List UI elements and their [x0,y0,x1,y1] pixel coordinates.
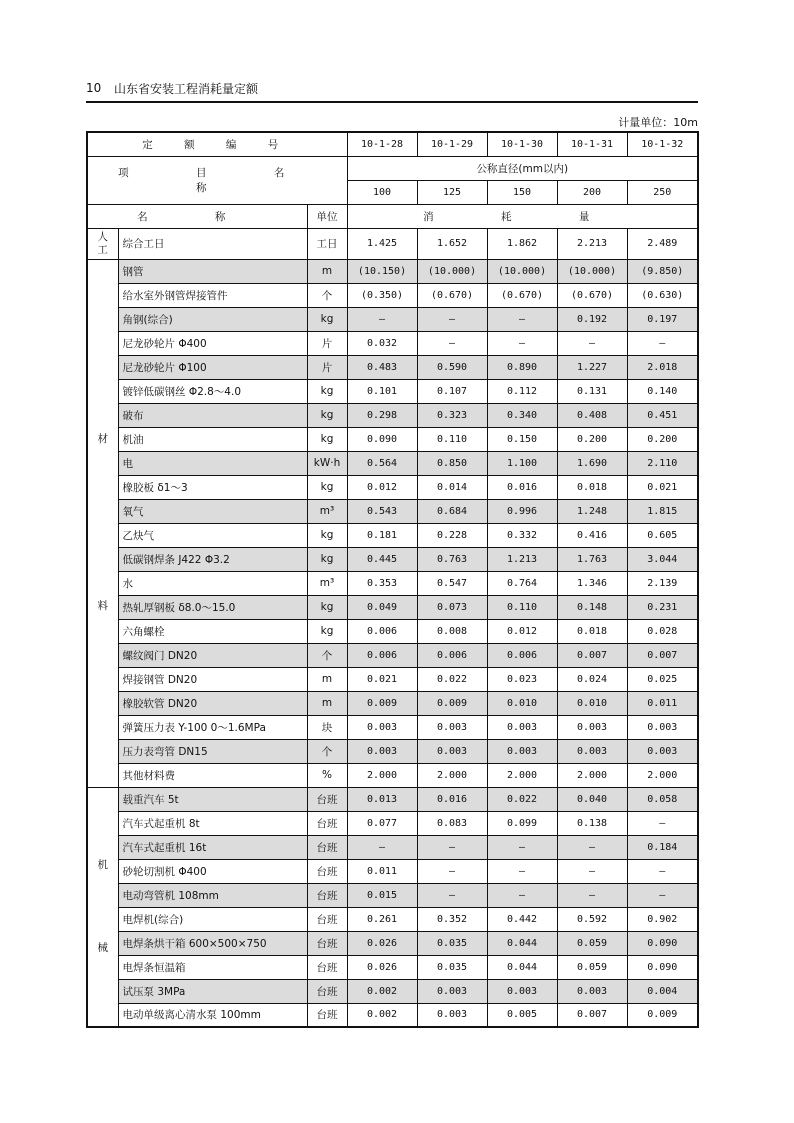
value-cell: 0.002 [347,979,417,1003]
value-cell: 0.261 [347,907,417,931]
item-unit: 工日 [307,228,347,259]
item-name-label: 项 目 名 称 [87,156,347,204]
item-unit: 台班 [307,979,347,1003]
item-name: 载重汽车 5t [118,787,307,811]
item-name: 镀锌低碳钢丝 Φ2.8～4.0 [118,379,307,403]
item-name: 螺纹阀门 DN20 [118,643,307,667]
value-cell: 0.003 [487,739,557,763]
quota-table-body [87,228,698,1027]
table-row [87,379,698,403]
item-name: 水 [118,571,307,595]
value-cell: 0.003 [347,715,417,739]
value-cell: 1.100 [487,451,557,475]
item-unit: m³ [307,499,347,523]
value-cell: 1.815 [627,499,698,523]
table-row [87,739,698,763]
value-cell: 0.007 [557,643,627,667]
group-label-char: 机 [97,859,108,872]
item-name: 压力表弯管 DN15 [118,739,307,763]
diameter-cell: 150 [487,180,557,204]
value-cell: 0.009 [627,1003,698,1027]
code-cell: 10-1-29 [417,132,487,156]
value-cell: 0.004 [627,979,698,1003]
value-cell: 0.044 [487,931,557,955]
page-header [86,76,698,100]
item-unit: % [307,763,347,787]
value-cell: 0.040 [557,787,627,811]
value-cell: 1.652 [417,228,487,259]
item-name: 汽车式起重机 8t [118,811,307,835]
group-label-char: 材 [97,433,108,446]
value-cell: (0.670) [417,283,487,307]
consumption-column-header: 消 耗 量 [347,204,698,228]
value-cell: 2.489 [627,228,698,259]
group-label-char: 料 [97,600,108,612]
item-name: 综合工日 [118,228,307,259]
item-name: 尼龙砂轮片 Φ400 [118,331,307,355]
value-cell: — [557,883,627,907]
item-unit: kg [307,403,347,427]
item-name: 破布 [118,403,307,427]
value-cell: 0.090 [627,955,698,979]
value-cell: — [487,331,557,355]
table-row [87,355,698,379]
value-cell: — [417,307,487,331]
item-unit: 台班 [307,955,347,979]
value-cell: 0.684 [417,499,487,523]
value-cell: 1.248 [557,499,627,523]
value-cell: — [487,859,557,883]
value-cell: 0.021 [627,475,698,499]
item-name: 橡胶软管 DN20 [118,691,307,715]
value-cell: 2.000 [487,763,557,787]
value-cell: 0.483 [347,355,417,379]
value-cell: 0.044 [487,955,557,979]
group-label-char: 工 [97,243,108,256]
table-row [87,595,698,619]
table-row [87,955,698,979]
value-cell: 0.110 [487,595,557,619]
item-name: 电焊条恒温箱 [118,955,307,979]
value-cell: 0.021 [347,667,417,691]
value-cell: 3.044 [627,547,698,571]
item-unit: 台班 [307,859,347,883]
value-cell: 0.011 [627,691,698,715]
value-cell: 0.010 [557,691,627,715]
value-cell: 0.003 [487,715,557,739]
item-unit: 台班 [307,931,347,955]
value-cell: — [627,331,698,355]
item-unit: 台班 [307,1003,347,1027]
item-name: 橡胶板 δ1～3 [118,475,307,499]
group-label [87,228,118,259]
item-name: 钢管 [118,259,307,283]
table-row [87,259,698,283]
value-cell: — [627,883,698,907]
item-unit: kg [307,523,347,547]
item-name: 角钢(综合) [118,307,307,331]
value-cell: 0.099 [487,811,557,835]
value-cell: 0.763 [417,547,487,571]
table-row [87,619,698,643]
diameter-cell: 200 [557,180,627,204]
value-cell: 0.006 [417,643,487,667]
item-unit: 个 [307,283,347,307]
value-cell: — [487,883,557,907]
item-name: 给水室外钢管焊接管件 [118,283,307,307]
value-cell: (9.850) [627,259,698,283]
page-number: 10 [86,81,102,95]
table-row [87,1003,698,1027]
value-cell: — [347,307,417,331]
group-label [87,259,118,787]
item-name: 尼龙砂轮片 Φ100 [118,355,307,379]
table-row [87,403,698,427]
value-cell: 0.003 [627,715,698,739]
value-cell: 0.150 [487,427,557,451]
value-cell: — [627,811,698,835]
value-cell: 0.006 [347,619,417,643]
diameter-cell: 100 [347,180,417,204]
value-cell: 2.000 [417,763,487,787]
value-cell: 0.007 [627,643,698,667]
value-cell: 0.012 [347,475,417,499]
value-cell: 0.013 [347,787,417,811]
value-cell: 0.228 [417,523,487,547]
value-cell: 0.016 [417,787,487,811]
value-cell: — [557,859,627,883]
value-cell: 0.451 [627,403,698,427]
value-cell: 0.006 [487,643,557,667]
value-cell: 0.547 [417,571,487,595]
name-column-header: 名 称 [87,204,307,228]
value-cell: 0.131 [557,379,627,403]
value-cell: 0.140 [627,379,698,403]
value-cell: 0.026 [347,955,417,979]
table-row [87,667,698,691]
item-unit: kg [307,595,347,619]
item-name: 焊接钢管 DN20 [118,667,307,691]
value-cell: 0.073 [417,595,487,619]
table-row [87,547,698,571]
item-name: 机油 [118,427,307,451]
value-cell: 0.192 [557,307,627,331]
value-cell: 0.026 [347,931,417,955]
value-cell: 0.543 [347,499,417,523]
table-row [87,883,698,907]
table-row [87,523,698,547]
item-name: 弹簧压力表 Y-100 0～1.6MPa [118,715,307,739]
value-cell: 0.077 [347,811,417,835]
item-unit: 块 [307,715,347,739]
item-name: 砂轮切割机 Φ400 [118,859,307,883]
item-unit: kW·h [307,451,347,475]
value-cell: 0.003 [557,979,627,1003]
diameter-cell: 125 [417,180,487,204]
value-cell: 0.016 [487,475,557,499]
header-rule [86,101,698,103]
value-cell: 0.025 [627,667,698,691]
item-unit: 台班 [307,883,347,907]
item-unit: kg [307,619,347,643]
value-cell: 2.139 [627,571,698,595]
value-cell: (10.000) [557,259,627,283]
value-cell: 0.090 [627,931,698,955]
item-unit: 台班 [307,835,347,859]
unit-note: 计量单位：10m [618,116,698,129]
table-row [87,643,698,667]
table-row [87,787,698,811]
value-cell: (10.000) [417,259,487,283]
value-cell: — [417,331,487,355]
value-cell: 0.184 [627,835,698,859]
value-cell: 0.003 [417,715,487,739]
value-cell: 0.764 [487,571,557,595]
code-cell: 10-1-30 [487,132,557,156]
code-label: 定 额 编 号 [87,132,347,156]
item-name: 汽车式起重机 16t [118,835,307,859]
item-unit: 个 [307,643,347,667]
item-unit: 片 [307,355,347,379]
value-cell: 0.592 [557,907,627,931]
value-cell: 0.340 [487,403,557,427]
value-cell: 0.023 [487,667,557,691]
value-cell: 0.018 [557,475,627,499]
table-row [87,715,698,739]
value-cell: 0.408 [557,403,627,427]
value-cell: 0.012 [487,619,557,643]
item-unit: m [307,259,347,283]
item-unit: kg [307,427,347,451]
item-name: 电动单级离心清水泵 100mm [118,1003,307,1027]
table-row [87,228,698,259]
value-cell: 1.227 [557,355,627,379]
value-cell: 0.018 [557,619,627,643]
item-name: 电 [118,451,307,475]
table-row [87,475,698,499]
value-cell: 0.590 [417,355,487,379]
value-cell: 1.425 [347,228,417,259]
value-cell: 0.035 [417,955,487,979]
value-cell: 1.862 [487,228,557,259]
value-cell: 0.003 [417,1003,487,1027]
value-cell: 0.035 [417,931,487,955]
table-row [87,451,698,475]
value-cell: — [487,835,557,859]
table-row [87,283,698,307]
book-title: 山东省安装工程消耗量定额 [114,81,259,96]
item-name: 热轧厚钢板 δ8.0～15.0 [118,595,307,619]
value-cell: 0.005 [487,1003,557,1027]
table-row [87,859,698,883]
value-cell: 0.112 [487,379,557,403]
value-cell: 0.003 [487,979,557,1003]
value-cell: 2.000 [627,763,698,787]
value-cell: 0.058 [627,787,698,811]
item-unit: kg [307,307,347,331]
value-cell: 2.110 [627,451,698,475]
value-cell: 0.003 [417,979,487,1003]
value-cell: — [557,331,627,355]
value-cell: 0.083 [417,811,487,835]
value-cell: 0.332 [487,523,557,547]
value-cell: 0.003 [417,739,487,763]
table-row [87,763,698,787]
value-cell: 0.107 [417,379,487,403]
table-row [87,931,698,955]
table-row [87,571,698,595]
group-label [87,787,118,1027]
group-label-char: 人 [97,230,108,243]
value-cell: 0.445 [347,547,417,571]
value-cell: (0.670) [557,283,627,307]
value-cell: 0.028 [627,619,698,643]
value-cell: 0.138 [557,811,627,835]
item-unit: kg [307,379,347,403]
value-cell: 0.090 [347,427,417,451]
value-cell: 0.007 [557,1003,627,1027]
quota-table [86,131,699,1028]
table-row [87,979,698,1003]
value-cell: 0.009 [417,691,487,715]
value-cell: 0.010 [487,691,557,715]
item-name: 六角螺栓 [118,619,307,643]
value-cell: 0.442 [487,907,557,931]
value-cell: 0.003 [347,739,417,763]
value-cell: 0.011 [347,859,417,883]
value-cell: 0.200 [557,427,627,451]
item-unit: 个 [307,739,347,763]
value-cell: — [417,883,487,907]
value-cell: — [627,859,698,883]
item-unit: kg [307,475,347,499]
value-cell: 0.416 [557,523,627,547]
value-cell: 0.032 [347,331,417,355]
item-name: 电动弯管机 108mm [118,883,307,907]
value-cell: 1.213 [487,547,557,571]
group-label-char: 械 [97,941,108,954]
value-cell: — [557,835,627,859]
value-cell: 0.024 [557,667,627,691]
value-cell: 0.323 [417,403,487,427]
value-cell: — [417,859,487,883]
table-row [87,835,698,859]
value-cell: 0.110 [417,427,487,451]
value-cell: 0.564 [347,451,417,475]
code-cell: 10-1-32 [627,132,698,156]
value-cell: — [487,307,557,331]
item-unit: m [307,667,347,691]
value-cell: 0.014 [417,475,487,499]
item-unit: m³ [307,571,347,595]
item-unit: kg [307,547,347,571]
value-cell: 0.605 [627,523,698,547]
value-cell: 0.231 [627,595,698,619]
table-row [87,811,698,835]
value-cell: 0.059 [557,955,627,979]
value-cell: 0.197 [627,307,698,331]
value-cell: 0.996 [487,499,557,523]
diameter-cell: 250 [627,180,698,204]
value-cell: 0.298 [347,403,417,427]
table-row [87,331,698,355]
value-cell: 2.018 [627,355,698,379]
value-cell: 0.022 [487,787,557,811]
value-cell: 1.690 [557,451,627,475]
table-row [87,907,698,931]
value-cell: 0.148 [557,595,627,619]
value-cell: 0.850 [417,451,487,475]
value-cell: 2.213 [557,228,627,259]
value-cell: 0.006 [347,643,417,667]
value-cell: 1.346 [557,571,627,595]
value-cell: — [417,835,487,859]
value-cell: 0.008 [417,619,487,643]
unit-column-header: 单位 [307,204,347,228]
value-cell: 0.002 [347,1003,417,1027]
value-cell: 0.003 [557,715,627,739]
item-unit: m [307,691,347,715]
item-unit: 台班 [307,787,347,811]
value-cell: 0.902 [627,907,698,931]
value-cell: 2.000 [557,763,627,787]
table-row [87,499,698,523]
item-unit: 台班 [307,811,347,835]
code-cell: 10-1-28 [347,132,417,156]
value-cell: 0.059 [557,931,627,955]
value-cell: 0.049 [347,595,417,619]
value-cell: 0.890 [487,355,557,379]
value-cell: 0.353 [347,571,417,595]
value-cell: (0.630) [627,283,698,307]
value-cell: 0.352 [417,907,487,931]
diameter-label: 公称直径(mm以内) [347,156,698,180]
item-name: 其他材料费 [118,763,307,787]
item-unit: 台班 [307,907,347,931]
code-cell: 10-1-31 [557,132,627,156]
table-row [87,307,698,331]
table-row [87,427,698,451]
item-name: 低碳钢焊条 J422 Φ3.2 [118,547,307,571]
value-cell: 0.009 [347,691,417,715]
item-name: 电焊机(综合) [118,907,307,931]
item-name: 氧气 [118,499,307,523]
item-name: 电焊条烘干箱 600×500×750 [118,931,307,955]
value-cell: 0.022 [417,667,487,691]
value-cell: 1.763 [557,547,627,571]
table-row [87,691,698,715]
value-cell: 0.015 [347,883,417,907]
item-name: 乙炔气 [118,523,307,547]
value-cell: 0.003 [557,739,627,763]
value-cell: (0.670) [487,283,557,307]
value-cell: (0.350) [347,283,417,307]
value-cell: 2.000 [347,763,417,787]
value-cell: 0.003 [627,739,698,763]
value-cell: — [347,835,417,859]
value-cell: 0.200 [627,427,698,451]
value-cell: (10.150) [347,259,417,283]
value-cell: 0.101 [347,379,417,403]
value-cell: (10.000) [487,259,557,283]
item-name: 试压泵 3MPa [118,979,307,1003]
value-cell: 0.181 [347,523,417,547]
item-unit: 片 [307,331,347,355]
